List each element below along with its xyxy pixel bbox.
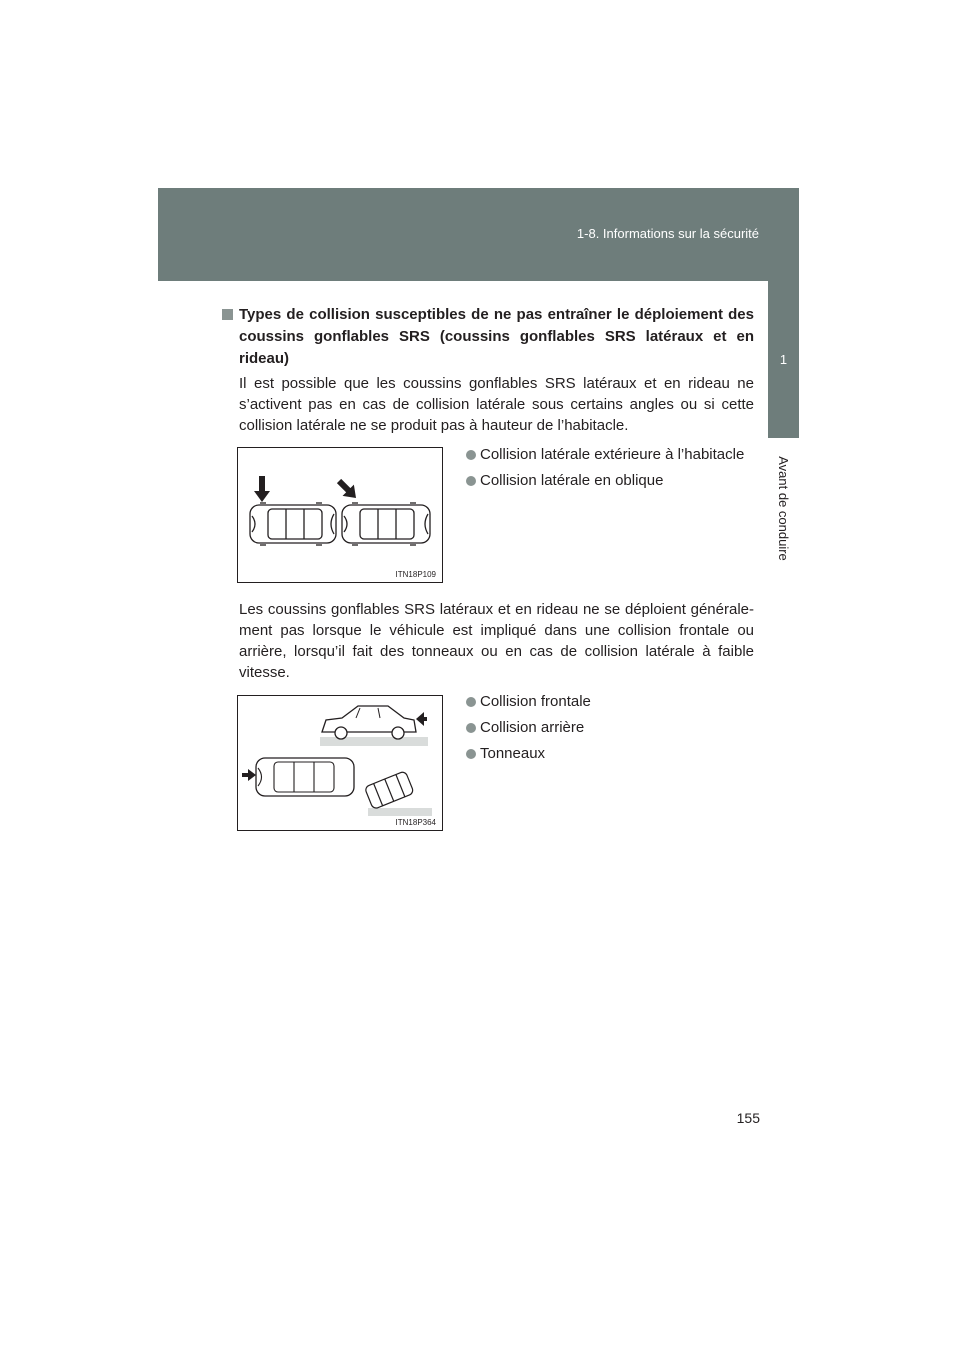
list-item: Collision latérale en oblique [466,468,744,494]
bullet-dot-icon [466,749,476,759]
list-item: Tonneaux [466,741,591,767]
section-title: 1-8. Informations sur la sécurité [576,226,759,241]
chapter-number: 1 [779,352,788,367]
bullet-dot-icon [466,476,476,486]
figure-side-collisions [237,447,443,583]
header-band [158,188,799,281]
section-heading [222,304,754,370]
list-item: Collision frontale [466,689,591,715]
bullet-dot-icon [466,697,476,707]
heading-square-icon [222,309,233,320]
chapter-label-text: Avant de conduire [775,455,791,561]
heading-text: Types de collision susceptibles de ne pas entraîner le déploiement des coussins gonflables SRS (coussins gonflables SRS latéraux et en rideau) [239,306,754,367]
bullet-dot-icon [466,723,476,733]
bullet-list-other-collisions [466,689,591,767]
bullet-dot-icon [466,450,476,460]
bullet-list-side-collisions [466,442,744,494]
page-number: 155 [736,1110,760,1126]
list-item: Collision arrière [466,715,591,741]
figure-code: ITN18P109 [395,570,436,579]
figure-other-collisions [237,695,443,831]
paragraph-other-collisions: Les coussins gonflables SRS latéraux et en rideau ne se déploient générale-ment pas lorsque le véhicule est impliqué dans une collision frontale ou arrière, lorsqu’il fait des tonneaux ou en cas de collision latérale à faible vitesse. [239,601,754,681]
chapter-label [772,448,794,568]
chapter-tab [768,281,799,438]
figure-code: ITN18P364 [395,818,436,827]
list-item: Collision latérale extérieure à l’habitacle [466,442,744,468]
other-collisions-illustration [238,696,442,830]
paragraph-side-collision: Il est possible que les coussins gonflables SRS latéraux et en rideau ne s’activent pas en cas de collision latérale sous certains angles ou si cette collision latérale ne se produit pas à hauteur de l’habitacle. [239,375,754,434]
side-collision-illustration [238,448,442,582]
